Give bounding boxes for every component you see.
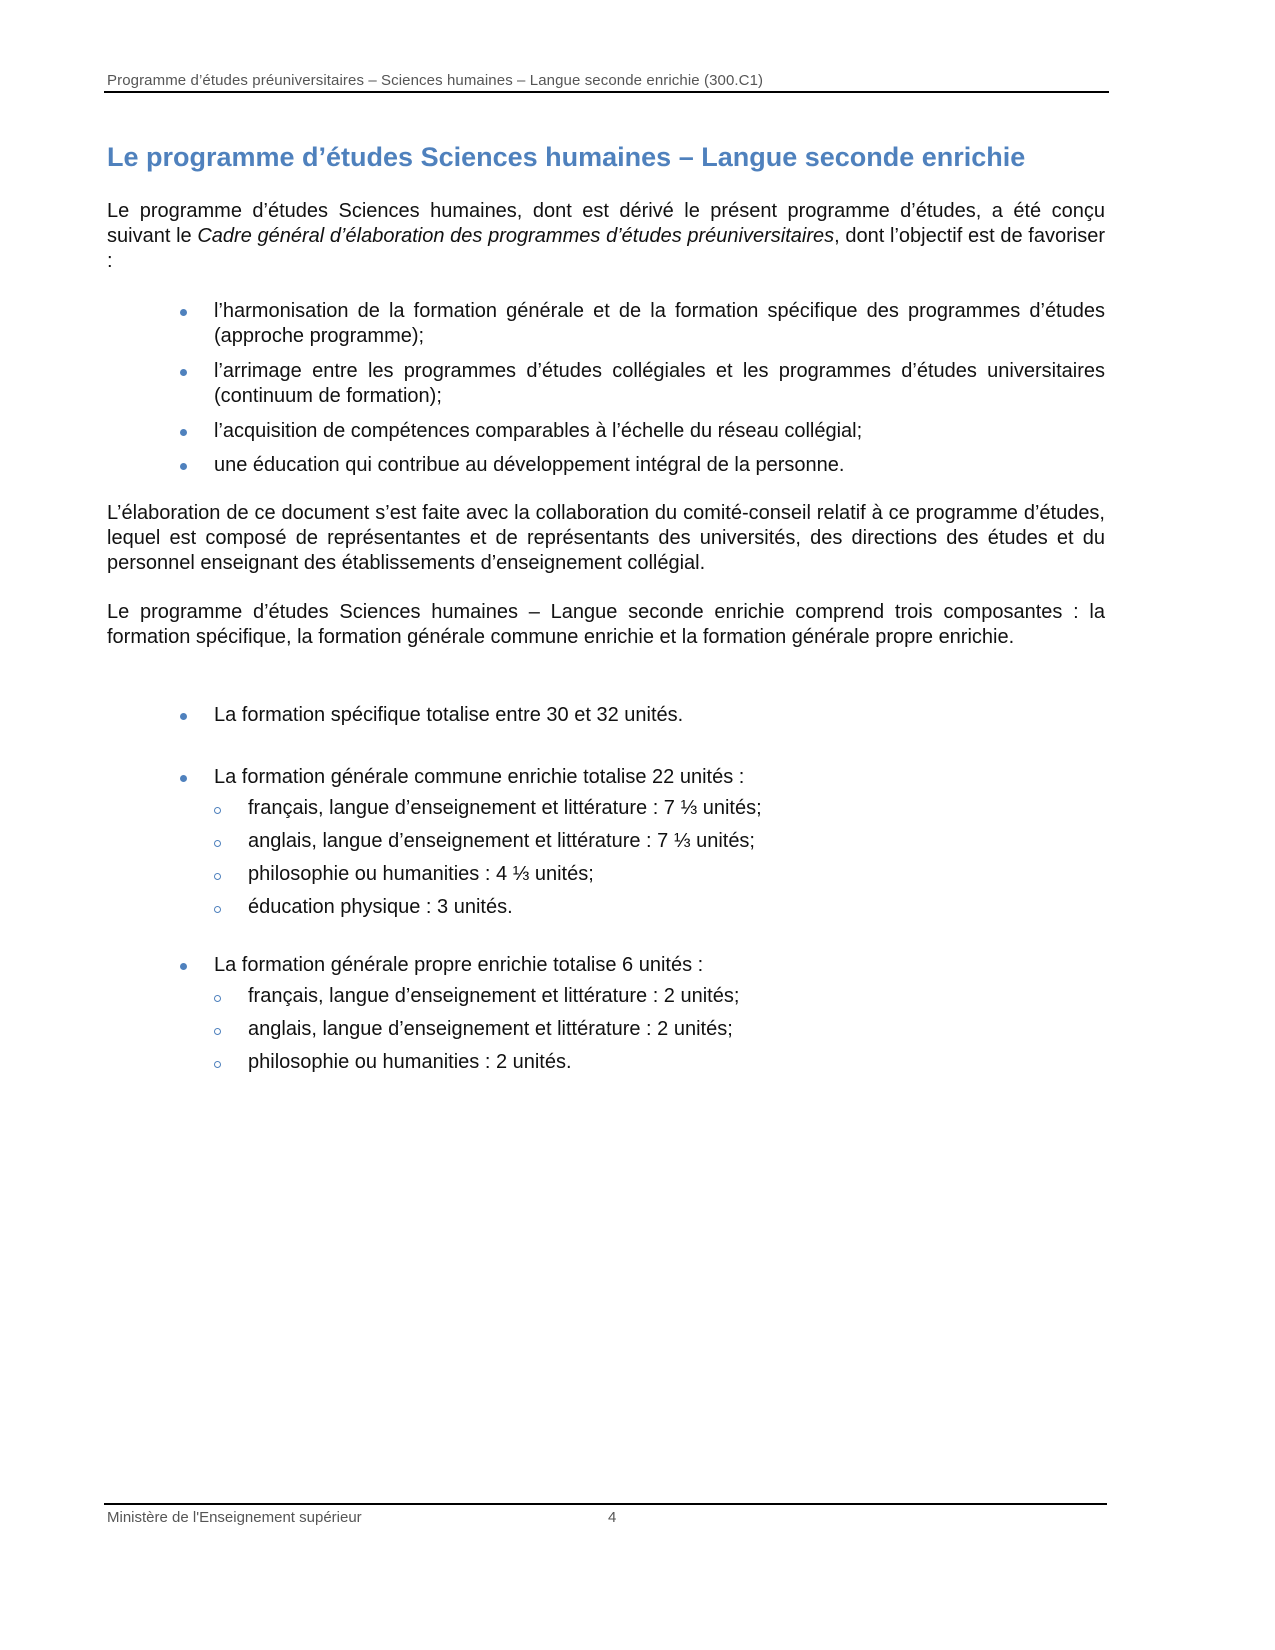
item-text: La formation spécifique totalise entre 30 et 32 unités.: [214, 704, 684, 726]
item-text: l’harmonisation de la formation générale et de la formation spécifique des programmes d’études (approche programme);: [214, 300, 1105, 347]
item-text: une éducation qui contribue au développement intégral de la personne.: [214, 454, 845, 476]
components-list: [180, 703, 1105, 1083]
item-text: français, langue d’enseignement et littérature : 7 ⅓ unités;: [248, 797, 762, 819]
circle-bullet-icon: [214, 840, 221, 847]
sub-item: [214, 895, 1105, 920]
bullet-icon: [180, 775, 187, 782]
list-item: [180, 453, 1105, 478]
item-text: anglais, langue d’enseignement et littérature : 2 unités;: [248, 1018, 733, 1040]
item-text: La formation générale commune enrichie totalise 22 unités :: [214, 766, 745, 788]
intro-text: Le programme d’études Sciences humaines, dont est dérivé le présent programme d’études, a été conçu suivant le: [107, 200, 1105, 247]
circle-bullet-icon: [214, 807, 221, 814]
sub-item: [214, 862, 1105, 887]
list-item: [180, 953, 1105, 1075]
sub-item: [214, 796, 1105, 821]
sub-list: [214, 984, 1105, 1075]
bullet-icon: [180, 463, 187, 470]
running-header: Programme d’études préuniversitaires – Sciences humaines – Langue seconde enrichie (300.C1): [107, 72, 764, 89]
sub-item: [214, 1017, 1105, 1042]
circle-bullet-icon: [214, 1061, 221, 1068]
page-title: Le programme d’études Sciences humaines – Langue seconde enrichie: [107, 142, 1026, 172]
list-item: [180, 703, 1105, 728]
sub-item: [214, 984, 1105, 1009]
collaboration-paragraph: L’élaboration de ce document s’est faite avec la collaboration du comité-conseil relatif à ce programme d’études, lequel est composé de représentantes et de représentants des universités, des directions des études et du personnel enseignant des établissements d’enseignement collégial.: [107, 502, 1105, 574]
list-item: [180, 765, 1105, 920]
bullet-icon: [180, 963, 187, 970]
list-item: [180, 299, 1105, 349]
list-item: [180, 359, 1105, 409]
intro-paragraph: [107, 199, 1105, 274]
header-rule: [104, 91, 1109, 93]
sub-item: [214, 1050, 1105, 1075]
bullet-icon: [180, 429, 187, 436]
item-text: français, langue d’enseignement et littérature : 2 unités;: [248, 985, 740, 1007]
page-number: 4: [608, 1509, 617, 1526]
item-text: éducation physique : 3 unités.: [248, 896, 513, 918]
goals-list: [180, 299, 1105, 478]
bullet-icon: [180, 369, 187, 376]
item-text: anglais, langue d’enseignement et littérature : 7 ⅓ unités;: [248, 830, 755, 852]
item-text: La formation générale propre enrichie totalise 6 unités :: [214, 954, 704, 976]
circle-bullet-icon: [214, 1028, 221, 1035]
intro-text-end: , dont l’objectif est de favoriser :: [107, 225, 1105, 272]
item-text: l’acquisition de compétences comparables à l’échelle du réseau collégial;: [214, 420, 863, 442]
intro-italic-title: Cadre général d’élaboration des programmes d’études préuniversitaires: [197, 225, 835, 247]
sub-list: [214, 796, 1105, 920]
bullet-icon: [180, 309, 187, 316]
bullet-icon: [180, 713, 187, 720]
item-text: l’arrimage entre les programmes d’études collégiales et les programmes d’études universitaires (continuum de formation);: [214, 360, 1105, 407]
circle-bullet-icon: [214, 873, 221, 880]
circle-bullet-icon: [214, 995, 221, 1002]
sub-item: [214, 829, 1105, 854]
components-paragraph: Le programme d’études Sciences humaines – Langue seconde enrichie comprend trois composantes : la formation spécifique, la formation générale commune enrichie et la formation générale propre enrichie.: [107, 601, 1105, 648]
list-item: [180, 419, 1105, 444]
item-text: philosophie ou humanities : 4 ⅓ unités;: [248, 863, 594, 885]
circle-bullet-icon: [214, 906, 221, 913]
footer-organization: Ministère de l'Enseignement supérieur: [107, 1509, 362, 1526]
footer-rule: [104, 1503, 1107, 1505]
item-text: philosophie ou humanities : 2 unités.: [248, 1051, 572, 1073]
